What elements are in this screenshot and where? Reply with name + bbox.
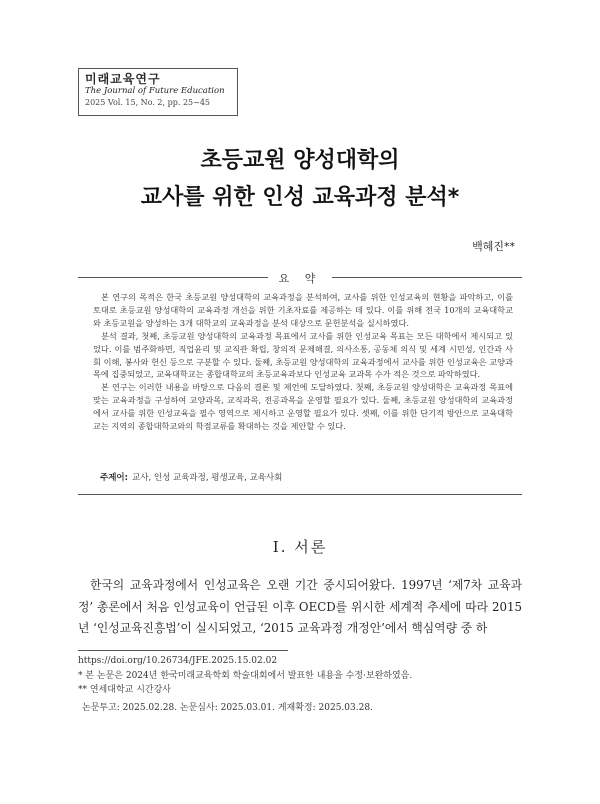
author-name: 백혜진** [472,240,515,253]
keywords [100,471,282,483]
abstract-bottom-rule [78,494,522,495]
footnote-1: * 본 논문은 2024년 한국미래교육학회 학술대회에서 발표한 내용을 수정·보완하였음. [78,670,413,681]
abstract-paragraph: 본 연구의 목적은 한국 초등교원 양성대학의 교육과정을 분석하여, 교사를 위한 인성교육의 현황을 파악하고, 이를 토대로 초등교원 양성대학의 교육과정 개선을 위한 기초자료를 제공하는 데 있다. 이를 위해 전국 10개의 교육대학교와 초등교원을 양성하는 3개 대학교의 교육과정을 분석 대상으로 문헌분석을 실시하였다. [93,292,513,328]
keywords-value: 교사, 인성 교육과정, 평생교육, 교육사회 [132,473,283,483]
journal-english-name: The Journal of Future Education [85,86,225,96]
journal-info-box [78,68,238,116]
abstract-rule-right [332,277,522,278]
introduction-text: 한국의 교육과정에서 인성교육은 오랜 기간 중시되어왔다. 1997년 ‘제7차 교육과정’ 총론에서 처음 인성교육이 언급된 이후 OECD를 위시한 세계적 추세에 따라 2015년 ‘인성교육진흥법’이 실시되었고, ‘2015 교육과정 개정안’에서 핵심역량 중 하 [78,578,522,635]
section-title: Ⅰ. 서론 [272,538,328,556]
paper-title-line1: 초등교원 양성대학의 [200,148,400,173]
abstract-heading-row [78,270,522,284]
journal-volume: 2025 Vol. 15, No. 2, pp. 25~45 [85,98,210,107]
abstract-heading: 요 약 [278,272,322,285]
journal-name: 미래교육연구 [85,72,161,86]
footnote-rule [78,650,288,651]
abstract-paragraph: 본 연구는 이러한 내용을 바탕으로 다음의 결론 및 제언에 도달하였다. 첫째, 초등교원 양성대학은 교육과정 목표에 맞는 교육과정을 구성하여 교양과목, 교직과목, 전공과목을 운영할 필요가 있다. 둘째, 초등교원 양성대학의 교육과정에서 교사를 위한 인성교육을 필수 영역으로 제시하고 운영할 필요가 있다. 셋째, 이를 위한 단기적 방안으로 교육대학교는 지역의 종합대학교와의 학점교류를 확대하는 것을 제안할 수 있다. [93,382,513,432]
abstract-paragraph: 분석 결과, 첫째, 초등교원 양성대학의 교육과정 목표에서 교사를 위한 인성교육 목표는 모든 대학에서 제시되고 있었다. 이를 범주화하면, 직업윤리 및 교직관 확립, 창의적 문제해결, 의사소통, 공동체 의식 및 세계 시민성, 인간과 사회 이해, 봉사와 헌신 등으로 구분할 수 있다. 둘째, 초등교원 양성대학의 교육과정에서 교사를 위한 인성교육은 교양과목에 집중되었고, 교육대학교는 종합대학교의 초등교육과보다 인성교육 교과목 수가 적은 것으로 파악하였다. [93,330,513,380]
abstract-body [93,291,513,433]
footnote-2: ** 연세대학교 시간강사 [78,685,171,695]
doi-link[interactable]: https://doi.org/10.26734/JFE.2025.15.02.02 [78,656,278,666]
footnotes [78,654,412,715]
submission-dates: 논문투고: 2025.02.28. 논문심사: 2025.03.01. 게재확정: 2025.03.28. [82,702,373,713]
keywords-label: 주제어: [100,473,129,483]
paper-title-line2: 교사를 위한 인성 교육과정 분석* [140,185,460,210]
